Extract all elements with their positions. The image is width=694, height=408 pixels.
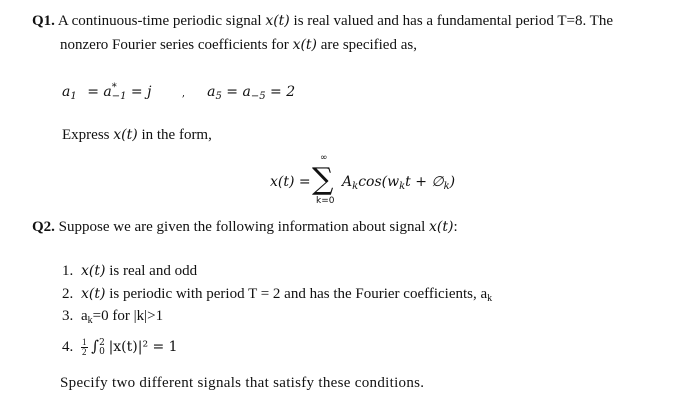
formula-amplitude: A — [342, 174, 353, 190]
express-text-b: in the form, — [141, 127, 212, 143]
item-3-text: =0 for |k|>1 — [92, 308, 164, 324]
item-2-text: is periodic with period T = 2 and has the Fourier coefficients, a — [109, 286, 488, 302]
formula-cos: cos(w — [358, 174, 400, 190]
formula-amp-index: k — [352, 181, 359, 192]
coef-a1-value: = j — [130, 84, 152, 100]
coef-a1-index: 1 — [70, 91, 77, 102]
q2-item-2 — [62, 285, 492, 308]
q2-intro: Suppose we are given the following information about signal — [58, 219, 426, 235]
q1-line-1 — [32, 12, 613, 30]
express-text-a: Express — [62, 127, 110, 143]
item-2-number: 2. — [62, 286, 74, 302]
coef-separator: , — [181, 88, 186, 99]
item-1-text: is real and odd — [109, 263, 198, 279]
item-1-signal: x(t) — [81, 263, 106, 279]
formula-phase-index: k — [443, 181, 450, 192]
q2-label: Q2. — [32, 219, 55, 235]
coef-a-minus1-index: −1 — [111, 91, 127, 102]
fraction-numerator: 1 — [82, 337, 87, 348]
coef-a1-eq: = a — [87, 84, 112, 100]
integral-lower: 0 — [99, 346, 105, 357]
fraction-denominator: 2 — [82, 347, 87, 358]
sum-lower-limit: k=0 — [316, 196, 335, 206]
coef-a5-eq: = a — [226, 84, 251, 100]
q1-line-2 — [60, 36, 417, 54]
q2-item-1 — [62, 262, 197, 280]
q1-text-2b: are specified as, — [320, 37, 417, 53]
formula-rhs — [342, 174, 455, 192]
q2-signal-symbol: x(t) — [429, 219, 454, 235]
coef-a-minus5-index: −5 — [250, 91, 266, 102]
q1-signal-symbol-2: x(t) — [292, 37, 318, 53]
item-3-symbol: a — [81, 308, 88, 324]
item-2-signal: x(t) — [81, 286, 106, 302]
integral-upper: 2 — [99, 337, 105, 348]
q1-text-1: A continuous-time periodic signal — [57, 13, 262, 29]
coef-a5-symbol: a — [207, 84, 216, 100]
coef-a1 — [62, 84, 81, 100]
coef-a1-symbol: a — [62, 84, 71, 100]
integral-symbol: ∫ — [91, 337, 100, 355]
q2-line — [32, 218, 458, 236]
summation-symbol: ∑ — [312, 162, 334, 197]
item-2-subscript: k — [487, 293, 493, 304]
q2-intro-end: : — [453, 219, 458, 235]
formula-w-index: k — [399, 181, 406, 192]
q1-express-line — [62, 126, 212, 144]
item-4-fraction — [81, 338, 88, 357]
formula-close: ) — [449, 174, 456, 190]
item-4-number: 4. — [62, 339, 74, 355]
q1-text-1-rest: is real valued and has a fundamental period T=8. The — [293, 13, 613, 29]
sum-upper-limit: ∞ — [320, 153, 328, 163]
item-3-number: 3. — [62, 308, 74, 324]
item-1-number: 1. — [62, 263, 74, 279]
q1-signal-symbol: x(t) — [265, 13, 290, 29]
coef-a5-index: 5 — [215, 91, 222, 102]
q1-label: Q1. — [32, 13, 55, 29]
item-4-expression: |x(t)|² = 1 — [108, 339, 178, 355]
coef-a5 — [207, 84, 295, 100]
formula-lhs: x(t) = — [270, 174, 311, 190]
formula-phase: t + ∅ — [405, 174, 444, 190]
q2-item-3 — [62, 307, 163, 330]
q1-text-2a: nonzero Fourier series coefficients for — [60, 37, 289, 53]
q2-item-4 — [62, 337, 178, 357]
express-signal-symbol: x(t) — [113, 127, 138, 143]
coef-conj-star: * — [111, 82, 117, 93]
q2-specify: Specify two different signals that satisfy these conditions. — [60, 375, 425, 391]
item-3-subscript: k — [87, 315, 93, 326]
coef-a5-value: = 2 — [270, 84, 296, 100]
coef-a1-conj — [87, 84, 156, 100]
integral-limits — [99, 339, 105, 357]
q1-coefficients — [62, 82, 295, 102]
